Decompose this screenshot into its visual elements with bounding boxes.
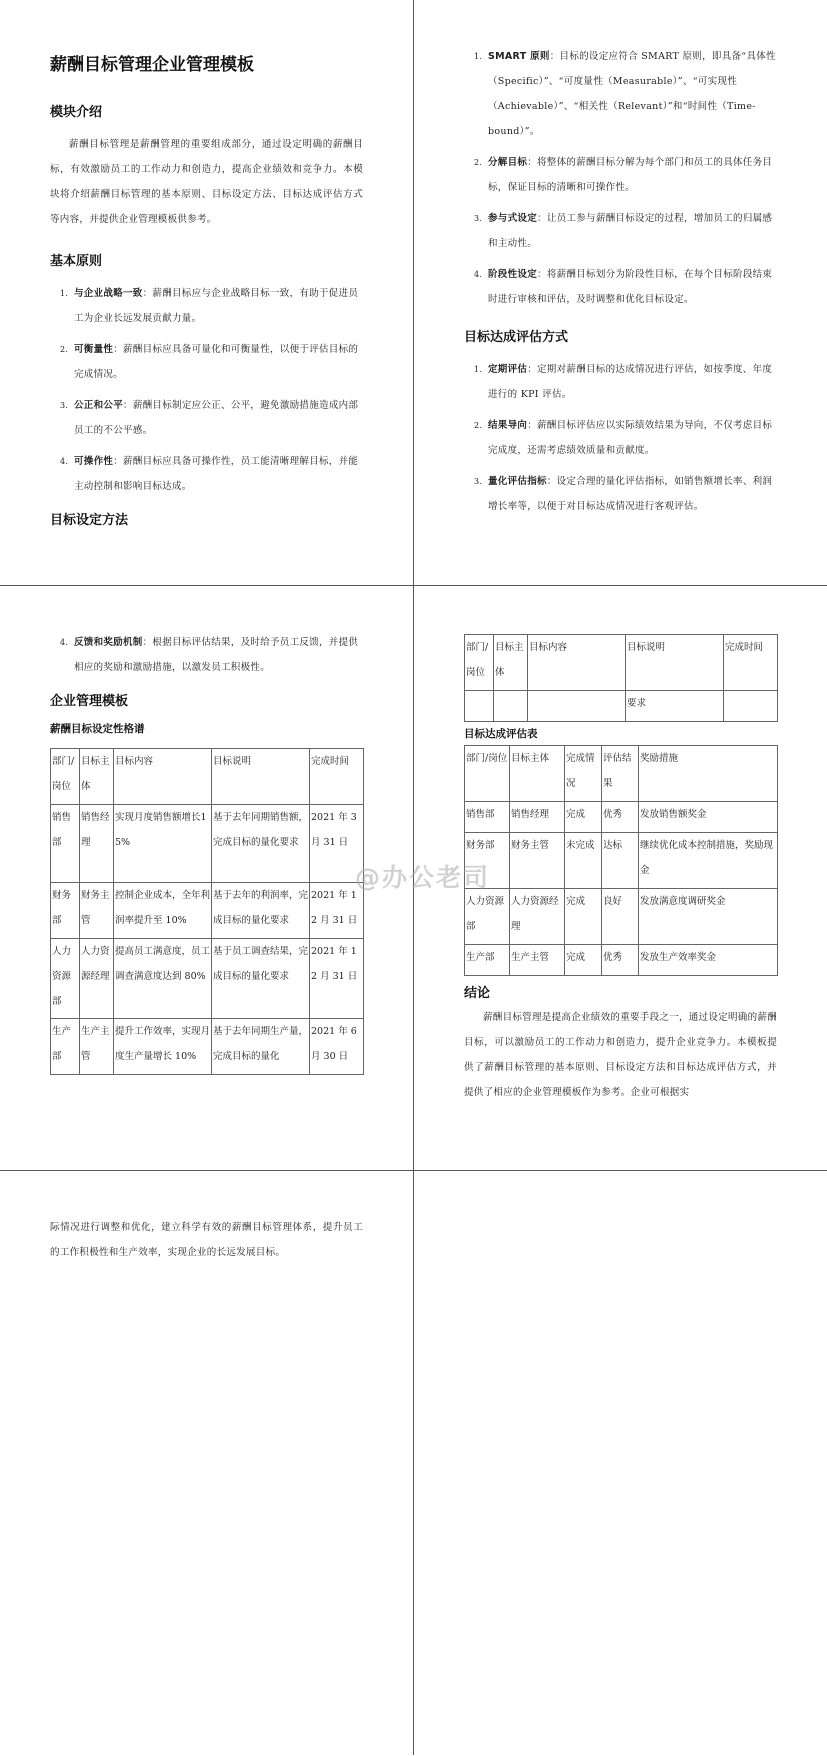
- table-cell: 2021 年 6 月 30 日: [310, 1019, 364, 1075]
- table-header-cell: 部门/岗位: [51, 749, 80, 805]
- table-cell: 要求: [626, 691, 724, 722]
- table-header-cell: 部门/岗位: [465, 635, 494, 691]
- table-cell: 销售部: [51, 805, 80, 883]
- list-item: [50, 281, 363, 331]
- table-header-cell: 目标说明: [212, 749, 310, 805]
- list-item-label: 定期评估: [488, 364, 528, 375]
- list-item-text: ：薪酬目标制定应公正、公平，避免激励措施造成内部员工的不公平感。: [74, 400, 359, 436]
- list-item: [464, 413, 777, 463]
- table-cell: 实现月度销售额增长15%: [114, 805, 212, 883]
- table-cell: 生产部: [465, 945, 510, 976]
- table-cell: 财务主管: [80, 883, 114, 939]
- list-item-text: ：将整体的薪酬目标分解为每个部门和员工的具体任务目标，保证目标的清晰和可操作性。: [488, 157, 773, 193]
- table-cell: 未完成: [565, 833, 602, 889]
- target-table-heading: 薪酬目标设定性格谱: [50, 723, 145, 735]
- table-row: [465, 833, 778, 889]
- table-cell: 完成: [565, 945, 602, 976]
- list-item-number: 4.: [474, 270, 483, 279]
- table-header-cell: 奖励措施: [639, 746, 778, 802]
- table-header-cell: 部门/岗位: [465, 746, 510, 802]
- table-cell: 优秀: [602, 802, 639, 833]
- list-item: [50, 630, 363, 680]
- table-cell: 2021 年 3 月 31 日: [310, 805, 364, 883]
- eval-table: [464, 745, 778, 976]
- table-cell: 提高员工满意度，员工调查满意度达到 80%: [114, 939, 212, 1019]
- table-cell: 销售部: [465, 802, 510, 833]
- conclusion-heading: 结论: [464, 986, 491, 1001]
- list-item: [50, 393, 363, 443]
- list-item: [464, 469, 777, 519]
- table-header-cell: 完成时间: [310, 749, 364, 805]
- table-cell: 发放生产效率奖金: [639, 945, 778, 976]
- list-item: [464, 44, 777, 144]
- table-cell: 优秀: [602, 945, 639, 976]
- table-cell: [528, 691, 626, 722]
- table-header-cell: 目标主体: [494, 635, 528, 691]
- list-item-label: 量化评估指标: [488, 476, 547, 487]
- page-2: [414, 0, 827, 585]
- list-item-label: SMART 原则: [488, 51, 550, 62]
- table-cell: 2021 年 12 月 31 日: [310, 883, 364, 939]
- table-cell: 人力资源经理: [510, 889, 565, 945]
- list-item-text: ：薪酬目标应具备可操作性，员工能清晰理解目标，并能主动控制和影响目标达成。: [74, 456, 359, 492]
- list-item-number: 3.: [474, 477, 483, 486]
- list-item-text: ：定期对薪酬目标的达成情况进行评估，如按季度、年度进行的 KPI 评估。: [488, 364, 773, 400]
- list-item-text: ：目标的设定应符合 SMART 原则，即具备“具体性（Specific）”、“可度量性（Measurable）”、“可实现性（Achievable）”、“相关性（Relevant）”和“时间性（Time-bound）”。: [488, 51, 776, 137]
- document-title: 薪酬目标管理企业管理模板: [50, 55, 254, 75]
- table-row: [465, 945, 778, 976]
- table-header-cell: 完成时间: [724, 635, 778, 691]
- table-cell: 基于去年的利润率，完成目标的量化要求: [212, 883, 310, 939]
- list-item: [464, 206, 777, 256]
- list-item-number: 2.: [474, 421, 483, 430]
- list-item-text: ：根据目标评估结果，及时给予员工反馈，并提供相应的奖励和激励措施，以激发员工积极性。: [74, 637, 359, 673]
- list-item: [50, 449, 363, 499]
- table-cell: 发放销售额奖金: [639, 802, 778, 833]
- page-3: [0, 586, 413, 1171]
- table-cell: 财务部: [465, 833, 510, 889]
- list-item-number: 3.: [474, 214, 483, 223]
- methods-list: [464, 44, 777, 312]
- table-cell: 达标: [602, 833, 639, 889]
- table-cell: [724, 691, 778, 722]
- table-cell: 生产部: [51, 1019, 80, 1075]
- list-item: [464, 357, 777, 407]
- module-paragraph: 薪酬目标管理是薪酬管理的重要组成部分，通过设定明确的薪酬目标，有效激励员工的工作动力和创造力，提高企业绩效和竞争力。本模块将介绍薪酬目标管理的基本原则、目标设定方法、目标达成评估方式等内容，并提供企业管理模板供参考。: [50, 139, 363, 225]
- list-item-number: 4.: [60, 457, 69, 466]
- list-item-label: 分解目标: [488, 157, 528, 168]
- table-cell: 发放满意度调研奖金: [639, 889, 778, 945]
- table-header-cell: 完成情况: [565, 746, 602, 802]
- table-cell: 控制企业成本，全年利润率提升至 10%: [114, 883, 212, 939]
- page-6-blank: [414, 1171, 827, 1756]
- module-heading: 模块介绍: [50, 105, 103, 120]
- list-item-label: 反馈和奖励机制: [74, 637, 143, 648]
- table-cell: 良好: [602, 889, 639, 945]
- list-item: [464, 262, 777, 312]
- list-item-number: 2.: [60, 345, 69, 354]
- table-cell: 基于去年同期生产量，完成目标的量化: [212, 1019, 310, 1075]
- table-header-cell: 目标主体: [80, 749, 114, 805]
- table-cell: 销售经理: [510, 802, 565, 833]
- table-row: [51, 805, 364, 883]
- table-row: [465, 889, 778, 945]
- list-item-number: 1.: [60, 289, 69, 298]
- methods-heading: 目标设定方法: [50, 513, 129, 528]
- feedback-item: [50, 630, 363, 680]
- table-row: [465, 802, 778, 833]
- table-cell: 人力资源部: [51, 939, 80, 1019]
- table-cell: 提升工作效率，实现月度生产量增长 10%: [114, 1019, 212, 1075]
- table-cell: 人力资源经理: [80, 939, 114, 1019]
- list-item-number: 4.: [60, 638, 69, 647]
- table-header-cell: 目标主体: [510, 746, 565, 802]
- table-header-cell: 目标说明: [626, 635, 724, 691]
- eval-methods-list: [464, 357, 777, 519]
- table-cell: 人力资源部: [465, 889, 510, 945]
- target-setting-table: [50, 748, 364, 1075]
- table-cell: 基于员工调查结果，完成目标的量化要求: [212, 939, 310, 1019]
- list-item-text: ：薪酬目标评估应以实际绩效结果为导向，不仅考虑目标完成度，还需考虑绩效质量和贡献度。: [488, 420, 773, 456]
- list-item-text: ：将薪酬目标划分为阶段性目标，在每个目标阶段结束时进行审核和评估，及时调整和优化目标设定。: [488, 269, 773, 305]
- table-cell: 2021 年 12 月 31 日: [310, 939, 364, 1019]
- conclusion-paragraph: 薪酬目标管理是提高企业绩效的重要手段之一，通过设定明确的薪酬目标，可以激励员工的工作动力和创造力，提升企业竞争力。本模板提供了薪酬目标管理的基本原则、目标设定方法和目标达成评估方式，并提供了相应的企业管理模板作为参考。企业可根据实: [464, 1012, 778, 1098]
- eval-methods-heading: 目标达成评估方式: [464, 330, 569, 345]
- table-cell: 生产主管: [80, 1019, 114, 1075]
- table-cell: 销售经理: [80, 805, 114, 883]
- list-item-label: 结果导向: [488, 420, 528, 431]
- page-1: [0, 0, 413, 585]
- table-cell: 财务部: [51, 883, 80, 939]
- list-item-number: 1.: [474, 52, 483, 61]
- list-item-text: ：让员工参与薪酬目标设定的过程，增加员工的归属感和主动性。: [488, 213, 773, 249]
- table-header-cell: 评估结果: [602, 746, 639, 802]
- conclusion-paragraph-continued: 际情况进行调整和优化，建立科学有效的薪酬目标管理体系，提升员工的工作积极性和生产效率，实现企业的长远发展目标。: [50, 1222, 363, 1258]
- list-item-label: 可操作性: [74, 456, 114, 467]
- list-item-label: 参与式设定: [488, 213, 538, 224]
- list-item-text: ：设定合理的量化评估指标，如销售额增长率、利润增长率等，以便于对目标达成情况进行客观评估。: [488, 476, 773, 512]
- table-row: [51, 939, 364, 1019]
- list-item-number: 2.: [474, 158, 483, 167]
- table-cell: 财务主管: [510, 833, 565, 889]
- template-heading: 企业管理模板: [50, 694, 129, 709]
- list-item-label: 与企业战略一致: [74, 288, 143, 299]
- list-item-label: 阶段性设定: [488, 269, 538, 280]
- page-5: [0, 1171, 413, 1756]
- table-cell: 完成: [565, 889, 602, 945]
- list-item-number: 1.: [474, 365, 483, 374]
- list-item-label: 可衡量性: [74, 344, 114, 355]
- table-row: [51, 1019, 364, 1075]
- watermark: @办公老司: [355, 863, 491, 892]
- table-cell: 生产主管: [510, 945, 565, 976]
- table-cell: 继续优化成本控制措施，奖励现金: [639, 833, 778, 889]
- list-item: [50, 337, 363, 387]
- principles-heading: 基本原则: [50, 254, 103, 269]
- table-header-cell: 目标内容: [528, 635, 626, 691]
- list-item-label: 公正和公平: [74, 400, 124, 411]
- eval-table-heading: 目标达成评估表: [464, 728, 538, 740]
- table-cell: 完成: [565, 802, 602, 833]
- list-item: [464, 150, 777, 200]
- table-row: [51, 883, 364, 939]
- table-cell: [494, 691, 528, 722]
- list-item-text: ：薪酬目标应具备可量化和可衡量性，以便于评估目标的完成情况。: [74, 344, 359, 380]
- table-header-cell: 目标内容: [114, 749, 212, 805]
- table-cell: 基于去年同期销售额，完成目标的量化要求: [212, 805, 310, 883]
- target-setting-table-continued: [464, 634, 778, 722]
- principles-list: [50, 281, 363, 499]
- list-item-text: ：薪酬目标应与企业战略目标一致，有助于促进员工为企业长远发展贡献力量。: [74, 288, 359, 324]
- list-item-number: 3.: [60, 401, 69, 410]
- table-cell: [465, 691, 494, 722]
